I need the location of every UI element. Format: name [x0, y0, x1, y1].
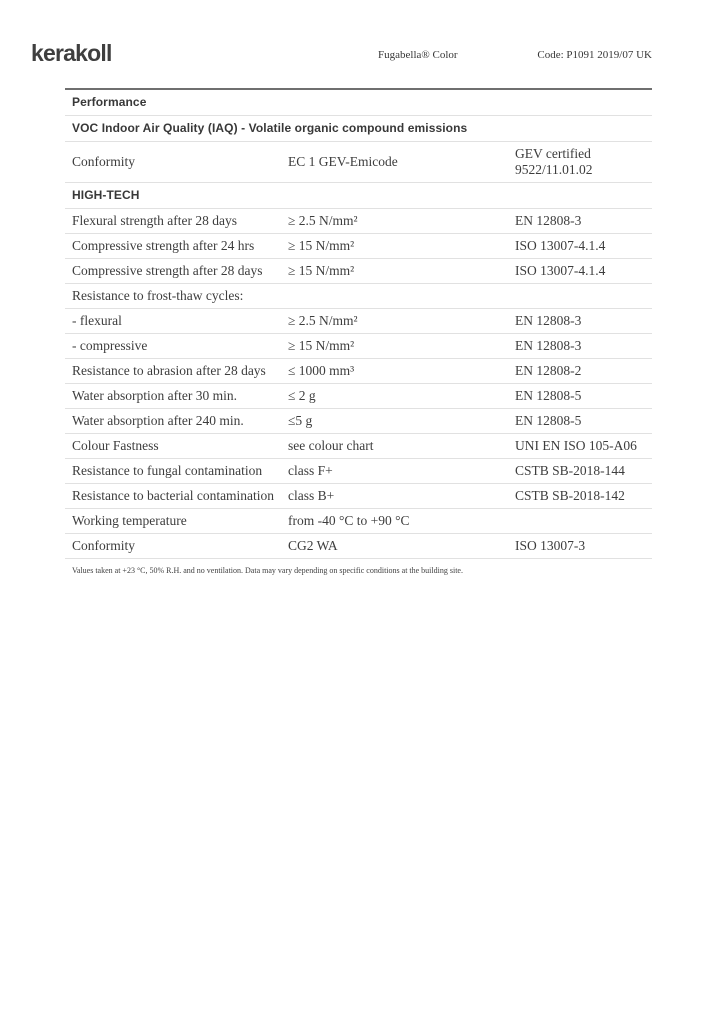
property-cell: Compressive strength after 28 days: [72, 263, 263, 278]
value-cell: ≤5 g: [288, 413, 313, 428]
section-title: VOC Indoor Air Quality (IAQ) - Volatile organic compound emissions: [72, 121, 468, 135]
value-cell: ≤ 1000 mm³: [288, 363, 355, 378]
section-header-row: [65, 183, 652, 209]
property-cell: Resistance to fungal contamination: [72, 463, 263, 478]
product-name: Fugabella® Color: [378, 49, 458, 61]
section-title: HIGH-TECH: [72, 188, 140, 202]
standard-cell: UNI EN ISO 105-A06: [515, 438, 637, 453]
property-cell: Compressive strength after 24 hrs: [72, 238, 255, 253]
value-cell: EC 1 GEV-Emicode: [288, 154, 398, 169]
performance-section: [65, 88, 652, 576]
value-cell: from -40 °C to +90 °C: [288, 513, 410, 528]
table-row: [65, 142, 652, 183]
property-cell: - compressive: [72, 338, 148, 353]
property-cell: Resistance to frost-thaw cycles:: [72, 288, 244, 303]
table-row: [65, 459, 652, 484]
value-cell: ≤ 2 g: [288, 388, 316, 403]
standard-cell: EN 12808-5: [515, 388, 582, 403]
table-row: [65, 334, 652, 359]
table-row: [65, 434, 652, 459]
table-row: [65, 209, 652, 234]
value-cell: ≥ 2.5 N/mm²: [288, 213, 358, 228]
kerakoll-logo: kerakoll: [31, 40, 112, 66]
table-row: [65, 484, 652, 509]
section-title: Performance: [72, 95, 147, 109]
standard-cell: ISO 13007-4.1.4: [515, 238, 606, 253]
property-cell: Flexural strength after 28 days: [72, 213, 237, 228]
table-row: [65, 284, 652, 309]
standard-cell: EN 12808-5: [515, 413, 582, 428]
footnote: Values taken at +23 °C, 50% R.H. and no ventilation. Data may vary depending on specific conditions at the building site.: [72, 566, 463, 575]
standard-cell: EN 12808-2: [515, 363, 582, 378]
table-row: [65, 309, 652, 334]
value-cell: ≥ 2.5 N/mm²: [288, 313, 358, 328]
property-cell: Conformity: [72, 154, 135, 169]
property-cell: Water absorption after 240 min.: [72, 413, 244, 428]
table-row: [65, 509, 652, 534]
standard-cell: ISO 13007-3: [515, 538, 586, 553]
standard-cell: GEV certified 9522/11.01.02: [515, 146, 593, 177]
property-cell: Water absorption after 30 min.: [72, 388, 237, 403]
value-cell: [288, 284, 515, 309]
value-cell: ≥ 15 N/mm²: [288, 338, 355, 353]
value-cell: ≥ 15 N/mm²: [288, 263, 355, 278]
table-row: [65, 234, 652, 259]
property-cell: Conformity: [72, 538, 135, 553]
table-row: [65, 384, 652, 409]
table-row: [65, 359, 652, 384]
property-cell: - flexural: [72, 313, 122, 328]
standard-cell: EN 12808-3: [515, 213, 582, 228]
document-header: [0, 0, 720, 88]
standard-cell: EN 12808-3: [515, 313, 582, 328]
value-cell: see colour chart: [288, 438, 374, 453]
table-row: [65, 409, 652, 434]
standard-cell: [515, 509, 652, 534]
value-cell: class B+: [288, 488, 335, 503]
standard-cell: CSTB SB-2018-144: [515, 463, 625, 478]
standard-cell: CSTB SB-2018-142: [515, 488, 625, 503]
value-cell: ≥ 15 N/mm²: [288, 238, 355, 253]
property-cell: Resistance to abrasion after 28 days: [72, 363, 266, 378]
document-code: Code: P1091 2019/07 UK: [537, 49, 652, 61]
table-row: [65, 534, 652, 559]
standard-cell: [515, 284, 652, 309]
table-row: [65, 259, 652, 284]
value-cell: CG2 WA: [288, 538, 338, 553]
section-header-row: [65, 89, 652, 116]
property-cell: Resistance to bacterial contamination: [72, 488, 275, 503]
standard-cell: ISO 13007-4.1.4: [515, 263, 606, 278]
property-cell: Working temperature: [72, 513, 187, 528]
performance-table: [65, 88, 652, 559]
standard-cell: EN 12808-3: [515, 338, 582, 353]
section-header-row: [65, 116, 652, 142]
property-cell: Colour Fastness: [72, 438, 159, 453]
value-cell: class F+: [288, 463, 333, 478]
